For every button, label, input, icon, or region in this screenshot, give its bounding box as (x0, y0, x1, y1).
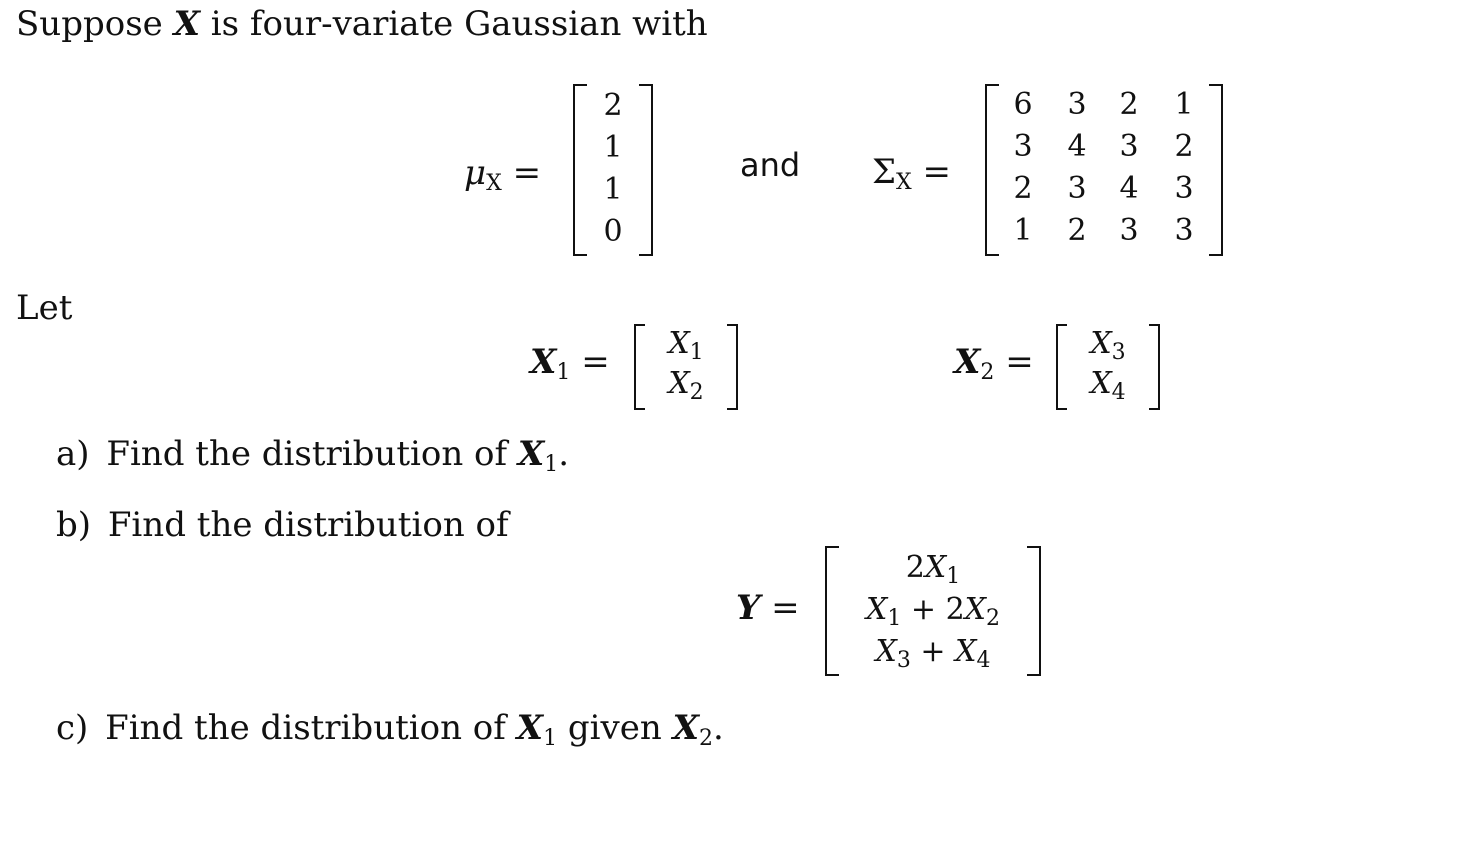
part-a-sub: 1 (544, 452, 559, 477)
intro-line (16, 4, 708, 44)
part-c-mid: given (567, 708, 662, 748)
mu-value-3: 1 (603, 172, 623, 207)
x2-def-equals: = (1005, 342, 1034, 382)
y-row-3: $X_3 + X_4$ (875, 634, 991, 673)
x2-def-var: X (954, 342, 981, 382)
sigma-cell: 4 (1119, 171, 1139, 206)
sigma-cell: 3 (1174, 171, 1194, 206)
mu-value-4: 0 (603, 214, 623, 249)
x1-def-label (530, 342, 610, 393)
sigma-cell: 1 (1174, 87, 1194, 122)
y-row-1: $2X_1$ (905, 550, 961, 589)
sigma-matrix (985, 84, 1223, 256)
y-def-label (736, 588, 800, 628)
sigma-symbol: Σ (872, 152, 897, 192)
mu-vector (573, 84, 653, 256)
intro-var: X (173, 4, 200, 44)
mu-label (464, 153, 541, 204)
mu-symbol: μ (464, 153, 487, 193)
x1-vector (634, 324, 738, 410)
sigma-cell: 2 (1067, 213, 1087, 248)
intro-pre: Suppose (16, 4, 163, 44)
part-b-label: b) (56, 505, 92, 545)
sigma-cell: 2 (1119, 87, 1139, 122)
part-b (56, 505, 509, 545)
sigma-equals: = (922, 152, 952, 192)
part-c-end: . (712, 708, 724, 748)
x1-def-sub: 1 (556, 360, 571, 385)
y-row-2: $X_1 + 2X_2$ (865, 592, 1001, 631)
part-a-end: . (558, 434, 570, 474)
x2-def-label (954, 342, 1034, 393)
sigma-cell: 3 (1067, 171, 1087, 206)
part-a-label: a) (56, 434, 90, 474)
sigma-cell: 3 (1174, 213, 1194, 248)
x2-def-sub: 2 (980, 360, 995, 385)
part-b-text: Find the distribution of (107, 505, 509, 545)
mu-value-2: 1 (603, 130, 623, 165)
x1-entry-2: $X_2$ (668, 366, 704, 405)
part-c-sub1: 1 (543, 726, 558, 751)
sigma-cell: 2 (1013, 171, 1033, 206)
let-word: Let (16, 288, 73, 328)
part-c-sub2: 2 (698, 726, 713, 751)
x1-def-var: X (530, 342, 557, 382)
y-vector (825, 546, 1041, 676)
sigma-cell: 2 (1174, 129, 1194, 164)
x2-vector (1056, 324, 1160, 410)
part-c-var1: X (516, 708, 544, 748)
sigma-cell: 6 (1013, 87, 1033, 122)
sigma-label (872, 152, 951, 203)
x1-def-equals: = (581, 342, 610, 382)
mu-subscript: X (486, 171, 502, 196)
and-word: and (740, 146, 801, 184)
sigma-cell: 3 (1119, 213, 1139, 248)
x2-entry-1: $X_3$ (1090, 326, 1126, 365)
part-a-var: X (517, 434, 545, 474)
part-c-var2: X (672, 708, 699, 748)
part-c-label: c) (56, 708, 89, 748)
mu-equals: = (512, 153, 542, 193)
sigma-subscript: X (896, 170, 912, 195)
x2-entry-2: $X_4$ (1090, 366, 1126, 405)
part-c (56, 708, 724, 759)
part-c-text: Find the distribution of (105, 708, 506, 748)
sigma-cell: 1 (1013, 213, 1033, 248)
x1-entry-1: $X_1$ (668, 326, 704, 365)
part-a-text: Find the distribution of (106, 434, 508, 474)
sigma-cell: 3 (1119, 129, 1139, 164)
part-a (56, 434, 569, 485)
y-def-var: Y (736, 588, 761, 628)
intro-post: is four-variate Gaussian with (210, 4, 708, 44)
mu-value-1: 2 (603, 88, 623, 123)
sigma-cell: 3 (1067, 87, 1087, 122)
sigma-cell: 3 (1013, 129, 1033, 164)
y-def-equals: = (771, 588, 800, 628)
sigma-cell: 4 (1067, 129, 1087, 164)
